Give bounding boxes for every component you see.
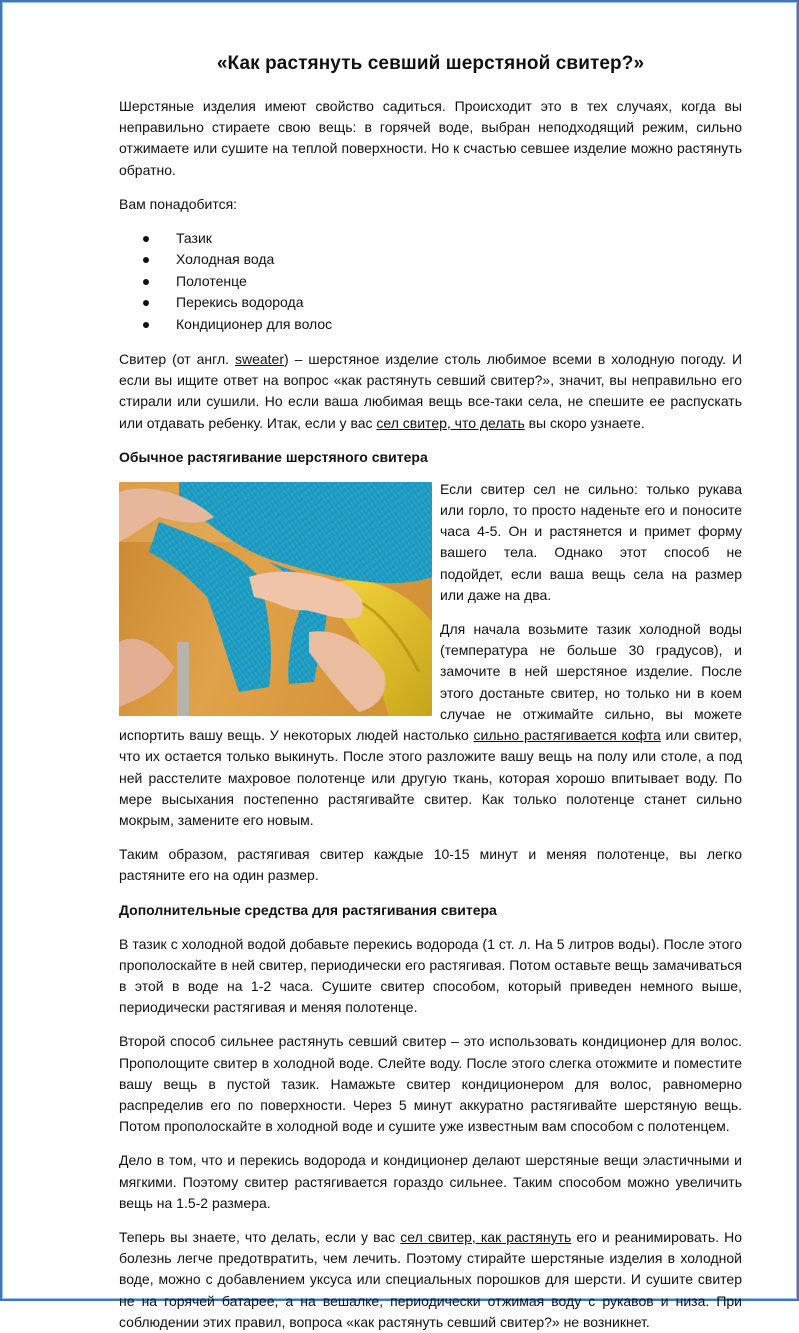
text-span: Свитер (от англ. (119, 351, 235, 368)
supplies-list (119, 228, 742, 335)
text-span: Теперь вы знаете, что делать, если у вас (119, 1228, 401, 1245)
sweater-definition-paragraph (119, 349, 742, 434)
sweater-link[interactable]: sweater (234, 351, 285, 368)
sweater-stretching-photo (119, 482, 432, 716)
list-item: Холодная вода (119, 249, 742, 270)
conclusion-paragraph (119, 1227, 742, 1333)
need-label: Вам понадобится: (119, 195, 238, 212)
explanation-paragraph: Дело в том, что и перекись водорода и кондиционер делают шерстяные вещи эластичными и мягкими. Поэтому свитер растягивается гораздо сильнее. Таким способом можно увеличить вещь на 1.5-2 размера. (119, 1152, 742, 1211)
page-title: «Как растянуть севший шерстяной свитер?» (216, 53, 645, 74)
cardigan-stretch-link[interactable]: сильно растягивается кофта (473, 727, 661, 744)
list-item: Перекись водорода (119, 292, 742, 313)
list-item: Тазик (119, 228, 742, 249)
text-span: вы скоро узнаете. (524, 414, 645, 431)
conditioner-paragraph: Второй способ сильнее растянуть севший свитер – это использовать кондиционер для волос. Прополощите свитер в холодной воде. Слейте воду. После этого слегка отожмите и поместите вашу вещь в пустой тазик. Намажьте свитер кондиционером для волос, равномерно распределив его по поверхности. Через 5 минут аккуратно растягивайте шерстяную вещь. Потом прополоскайте в холодной воде и сушите уже известным вам способом с полотенцем. (119, 1033, 742, 1135)
what-to-do-link[interactable]: сел свитер, что делать (376, 414, 525, 431)
text-span: ) – шерстяное изделие столь любимое всеми в холодную погоду. И если вы ищите ответ на вопрос «как растянуть севший свитер?», значит, вы неправильно его стирали или сушили. Но если ваша любимая вещь все-таки села, не спешите ее распускать или отдавать ребенку. Итак, если у вас (119, 351, 743, 431)
light-shrink-paragraph: Если свитер сел не сильно: только рукава или горло, то просто наденьте его и поносите часа 4-5. Он и растянется и примет форму вашего тела. Однако этот способ не подойдет, если ваша вещь села на размер или даже на два. (440, 480, 742, 603)
text-span: его и реанимировать. Но болезнь легче предотвратить, чем лечить. Поэтому стирайте шерстяные изделия в холодной воде, можно с добавлением уксуса или специальных порошков для шерсти. И сушите свитер не на горячей батарее, а на вешалке, периодически отжимая воду с рукавов и низа. При соблюдении этих правил, вопроса «как растянуть севший свитер?» не возникнет. (119, 1228, 743, 1330)
intro-paragraph: Шерстяные изделия имеют свойство садиться. Происходит это в тех случаях, когда вы неправильно стираете свою вещь: в горячей воде, выбран неподходящий режим, сильно отжимаете или сушите на теплой поверхности. Но к счастью севшее изделие можно растянуть обратно. (119, 98, 742, 178)
section-heading-ordinary: Обычное растягивание шерстяного свитера (119, 448, 428, 465)
text-span: или свитер, что их остается только выкинуть. После этого разложите вашу вещь на полу или столе, а под ней расстелите махровое полотенце или другую ткань, которая хорошо впитывает воду. По мере высыхания постепенно растягивайте свитер. Как только полотенце станет сильно мокрым, замените его новым. (119, 727, 742, 828)
peroxide-paragraph: В тазик с холодной водой добавьте перекись водорода (1 ст. л. На 5 литров воды). После этого прополоскайте в ней свитер, периодически его растягивая. Потом оставьте вещь замачиваться в этой в воде на 1-2 часа. Сушите свитер способом, который приведен немного выше, периодически растягивая и меняя полотенце. (119, 935, 742, 1016)
how-to-stretch-link[interactable]: сел свитер, как растянуть (400, 1228, 572, 1245)
summary-paragraph: Таким образом, растягивая свитер каждые 10-15 минут и меняя полотенце, вы легко растяните его на один размер. (119, 846, 742, 884)
text-span: Для начала возьмите тазик холодной воды (температура не больше 30 градусов), и замочите в ней шерстяное изделие. После этого достаньте свитер, но только ни в коем случае не отжимайте сильно, вы можете испортить вашу вещь. У некоторых людей настолько (119, 621, 742, 744)
document-body (119, 50, 742, 1333)
list-item: Полотенце (119, 271, 742, 292)
section-heading-extra: Дополнительные средства для растягивания свитера (119, 901, 497, 918)
list-item: Кондиционер для волос (119, 314, 742, 335)
